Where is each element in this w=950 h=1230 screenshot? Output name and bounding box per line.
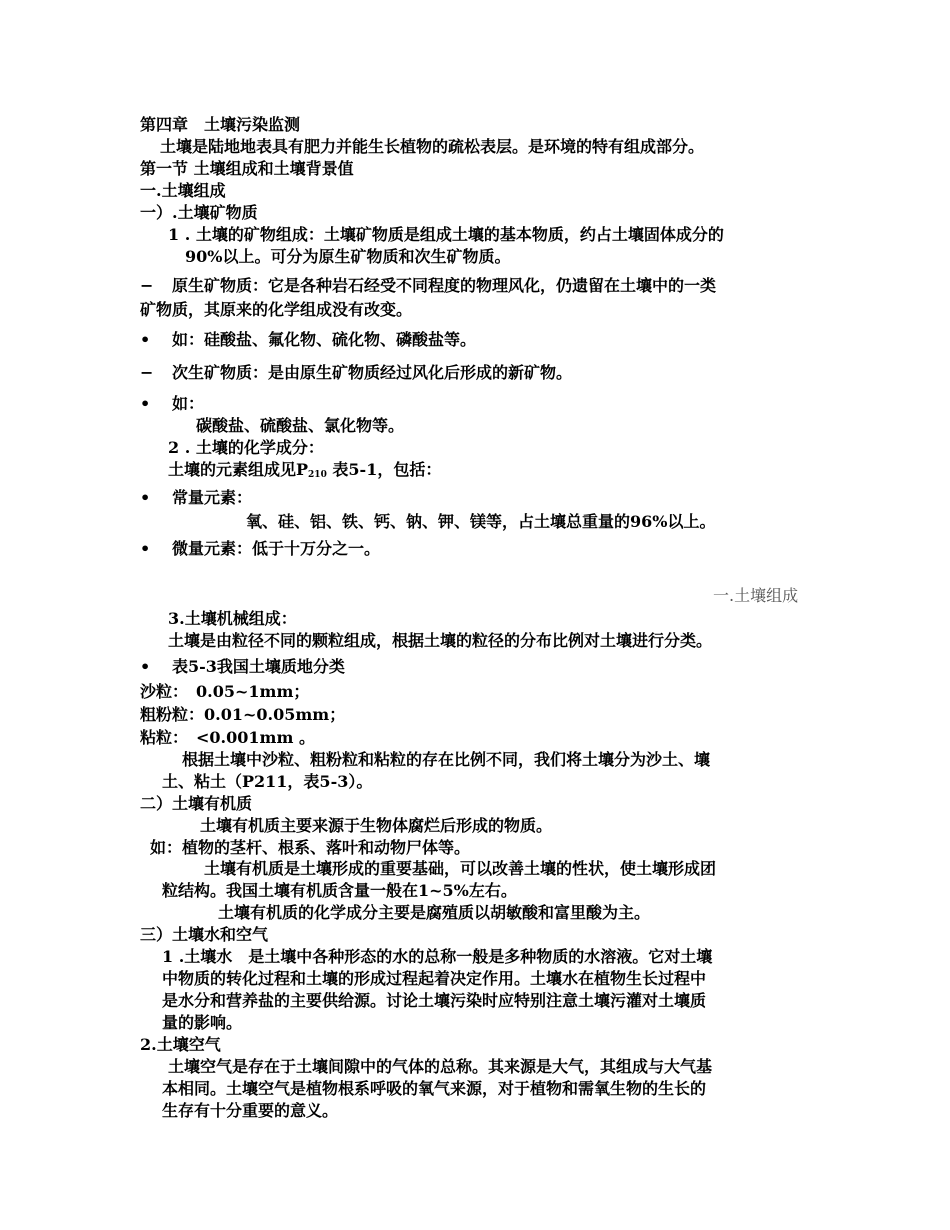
intro-text: 土壤是陆地地表具有肥力并能生长植物的疏松表层。是环境的特有组成部分。 <box>160 137 705 156</box>
section-title: 第一节 土壤组成和土壤背景值 <box>140 159 354 178</box>
text-part: 表5-1，包括： <box>326 460 442 479</box>
text-part: 土壤的元素组成见P <box>168 460 309 479</box>
dot-bullet: • <box>140 539 151 558</box>
paragraph-line: 表5-3我国土壤质地分类 <box>172 657 345 676</box>
paragraph-line: 原生矿物质：它是各种岩石经受不同程度的物理风化，仍遗留在土壤中的一类 <box>172 276 717 295</box>
paragraph-line: 是水分和营养盐的主要供给源。讨论土壤污染时应特别注意土壤污灌对土壤质 <box>162 991 707 1010</box>
dot-bullet: • <box>140 330 151 349</box>
paragraph-line: 90%以上。可分为原生矿物质和次生矿物质。 <box>185 247 511 266</box>
paragraph-line: 粘粒： <0.001mm 。 <box>140 728 315 747</box>
heading-soil-air: 2.土壤空气 <box>140 1035 221 1054</box>
heading-organic: 二）土壤有机质 <box>140 794 253 813</box>
paragraph-line: 如： <box>172 394 205 413</box>
heading-mechanical: 3.土壤机械组成： <box>168 609 297 628</box>
paragraph-line: 量的影响。 <box>162 1013 243 1032</box>
paragraph-line: 次生矿物质：是由原生矿物质经过风化后形成的新矿物。 <box>172 363 573 382</box>
paragraph-line: 1 .土壤水 是土壤中各种形态的水的总称一般是多种物质的水溶液。它对土壤 <box>162 947 713 966</box>
dot-bullet: • <box>140 657 151 676</box>
dash-bullet: − <box>140 363 154 382</box>
paragraph-line: 粒结构。我国土壤有机质含量一般在1~5%左右。 <box>162 881 517 900</box>
page-subscript: 210 <box>308 470 327 480</box>
heading-minerals: 一）.土壤矿物质 <box>140 203 258 222</box>
paragraph-line: 1 . 土壤的矿物组成：土壤矿物质是组成土壤的基本物质，约占土壤固体成分的 <box>168 225 724 244</box>
paragraph-line: 土壤是由粒径不同的颗粒组成，根据土壤的粒径的分布比例对土壤进行分类。 <box>168 631 713 650</box>
paragraph-line: 氧、硅、铝、铁、钙、钠、钾、镁等，占土壤总重量的96%以上。 <box>246 512 716 531</box>
paragraph-line: 微量元素：低于十万分之一。 <box>172 539 381 558</box>
heading-chemical: 2 . 土壤的化学成分： <box>168 438 324 457</box>
paragraph-line: 粗粉粒：0.01~0.05mm； <box>140 705 346 724</box>
paragraph-line: 土壤有机质是土壤形成的重要基础，可以改善土壤的性状，使土壤形成团 <box>204 859 717 878</box>
paragraph-line: 本相同。土壤空气是植物根系呼吸的氧气来源，对于植物和需氧生物的生长的 <box>162 1079 707 1098</box>
paragraph-line: 如：硅酸盐、氟化物、硫化物、磷酸盐等。 <box>172 330 477 349</box>
paragraph-line: 如：植物的茎杆、根系、落叶和动物尸体等。 <box>150 838 471 857</box>
paragraph-line: 沙粒： 0.05~1mm； <box>140 682 310 701</box>
paragraph-line: 常量元素： <box>172 488 253 507</box>
chapter-title: 第四章 土壤污染监测 <box>140 115 301 134</box>
paragraph-line: 土壤有机质主要来源于生物体腐烂后形成的物质。 <box>200 816 553 835</box>
paragraph-line: 土、粘土（P211，表5-3）。 <box>162 772 373 791</box>
paragraph-line: 土壤空气是存在于土壤间隙中的气体的总称。其来源是大气，其组成与大气基 <box>168 1057 713 1076</box>
paragraph-line: 碳酸盐、硫酸盐、氯化物等。 <box>196 416 405 435</box>
paragraph-line: 土壤有机质的化学成分主要是腐殖质以胡敏酸和富里酸为主。 <box>218 903 651 922</box>
running-header: 一.土壤组成 <box>713 586 799 605</box>
paragraph-line: 中物质的转化过程和土壤的形成过程起着决定作用。土壤水在植物生长过程中 <box>162 969 707 988</box>
paragraph-line: 生存有十分重要的意义。 <box>162 1101 339 1120</box>
dot-bullet: • <box>140 488 151 507</box>
dash-bullet: − <box>140 276 154 295</box>
paragraph-line <box>168 459 441 486</box>
subsection-title: 一.土壤组成 <box>140 181 226 200</box>
dot-bullet: • <box>140 394 151 413</box>
heading-water-air: 三）土壤水和空气 <box>140 925 269 944</box>
paragraph-line: 根据土壤中沙粒、粗粉粒和粘粒的存在比例不同，我们将土壤分为沙土、壤 <box>182 750 711 769</box>
paragraph-line: 矿物质，其原来的化学组成没有改变。 <box>140 300 413 319</box>
